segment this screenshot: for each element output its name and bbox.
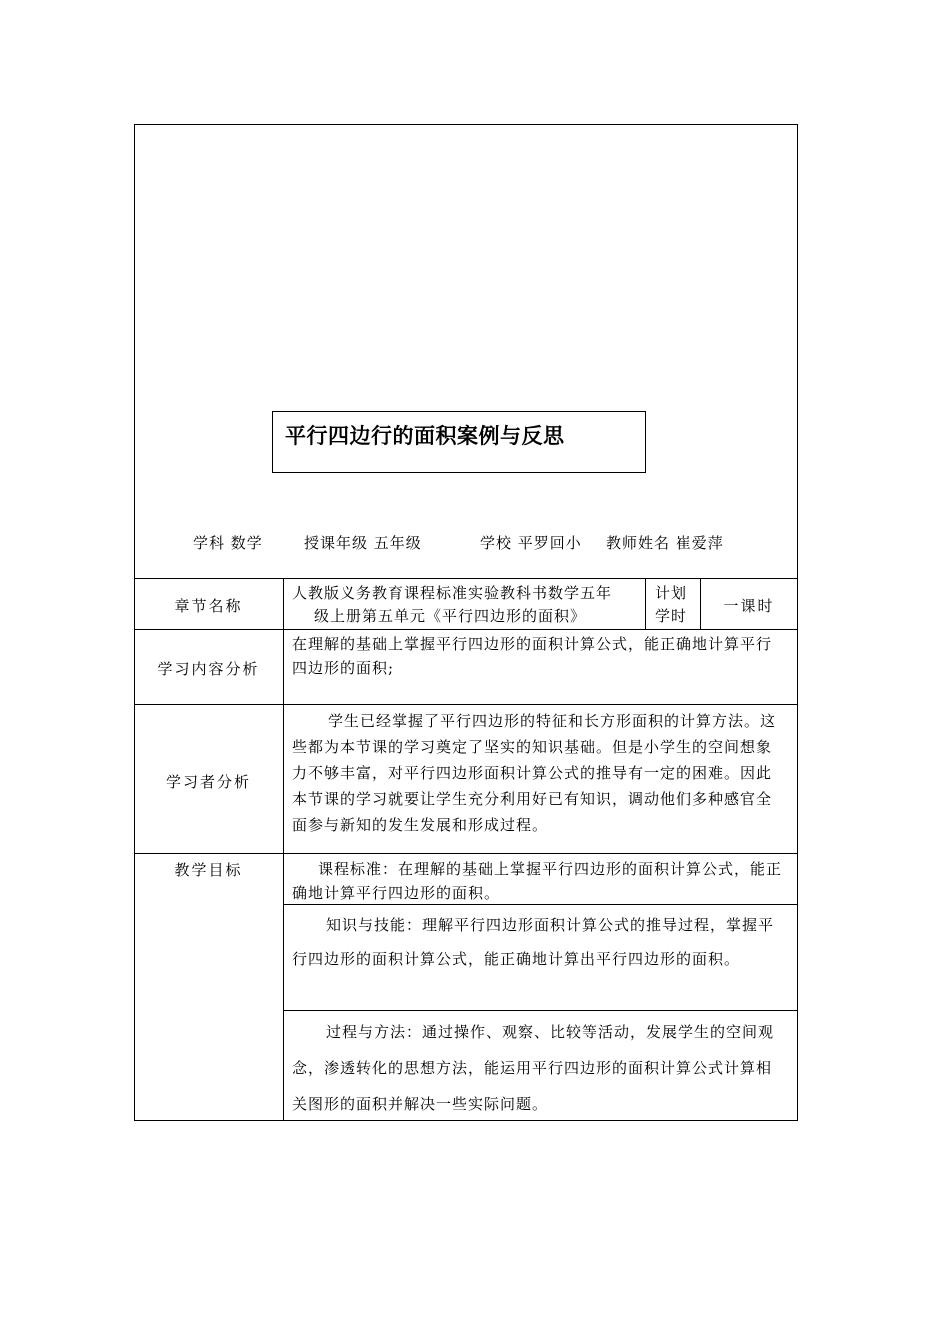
learner-analysis-text: 学生已经掌握了平行四边形的特征和长方形面积的计算方法。这 些都为本节课的学习奠定了坚实的知识基础。但是小学生的空间想象 力不够丰富，对平行四边形面积计算公式的推导有一定的困难。因此 本节课的学习就要让学生充分利用好已有知识，调动他们多种感官全 面参与新知的发生发展和形成过程。: [292, 712, 777, 834]
goal-process-methods: 过程与方法：通过操作、观察、比较等活动，发展学生的空间观 念，渗透转化的思想方法，能运用平行四边形的面积计算公式计算相 关图形的面积并解决一些实际问题。: [292, 1023, 775, 1113]
content-analysis-label: 学习内容分析: [157, 660, 260, 678]
planned-hours-value: 一课时: [723, 597, 775, 615]
column-divider: [283, 578, 284, 1121]
planned-hours-label: 计划 学时: [655, 584, 688, 625]
chapter-value: 人教版义务教育课程标准实验教科书数学五年 级上册第五单元《平行四边形的面积》: [292, 584, 613, 625]
learner-analysis-label: 学习者分析: [165, 773, 251, 791]
info-school: 学校 平罗回小: [480, 534, 582, 552]
goal-divider: [283, 1010, 798, 1011]
table-top-border: [134, 578, 798, 579]
teaching-goals-label: 教学目标: [174, 861, 243, 879]
content-analysis-text: 在理解的基础上掌握平行四边形的面积计算公式，能正确地计算平行 四边形的面积;: [292, 635, 773, 677]
document-title: 平行四边行的面积案例与反思: [285, 424, 565, 448]
info-teacher: 教师姓名 崔爱萍: [606, 534, 724, 552]
goal-curriculum-standard: 课程标准：在理解的基础上掌握平行四边形的面积计算公式，能正 确地计算平行四边形的面积。: [292, 860, 783, 902]
row-divider: [134, 704, 798, 705]
info-subject: 学科 数学: [193, 534, 263, 552]
row-divider: [134, 853, 798, 854]
row-divider: [134, 629, 798, 630]
column-divider: [645, 578, 646, 629]
goal-knowledge-skills: 知识与技能：理解平行四边形面积计算公式的推导过程，掌握平 行四边形的面积计算公式，能正确地计算出平行四边形的面积。: [292, 916, 775, 968]
title-box: [272, 411, 646, 473]
chapter-label: 章节名称: [174, 597, 243, 615]
info-grade: 授课年级 五年级: [304, 534, 422, 552]
